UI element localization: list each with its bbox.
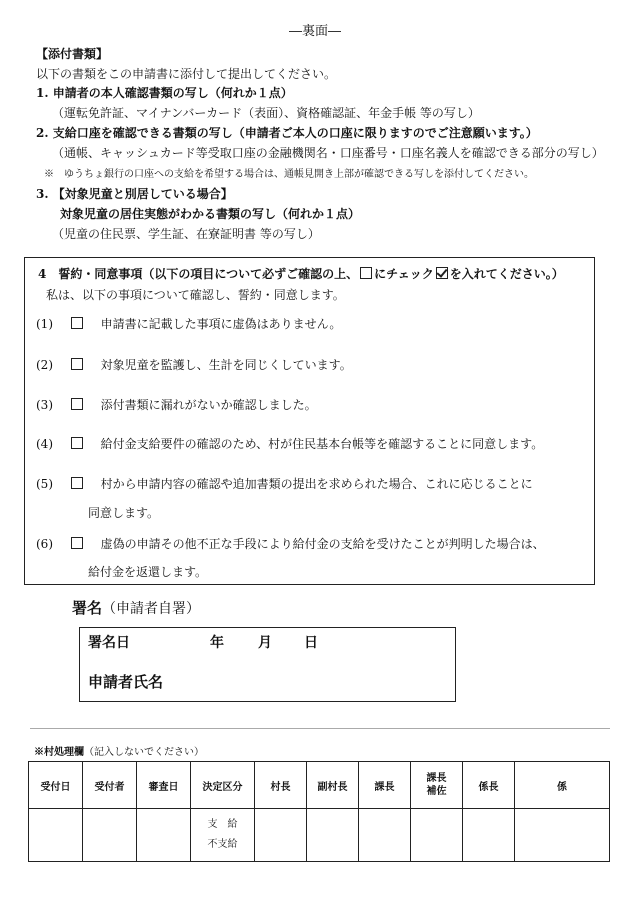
decision-pay: 支 給 [207,819,238,830]
office-header-cell: 受付日 [29,762,83,809]
signature-label: 署名 [72,599,103,617]
office-use-note: （記入しないでください） [84,747,204,758]
pledge-title [38,265,564,282]
signature-sub: （申請者自署） [102,601,201,617]
pledge-item-3 [36,396,317,413]
attachment-item-2-detail: （通帳、キャッシュカード等受取口座の金融機関名・口座番号・口座名義人を確認できる部分の写し） [52,146,604,160]
office-cell-decision[interactable] [191,809,255,862]
signature-heading [72,597,200,618]
office-table-body-row [29,809,610,862]
attachment-item-1-title: 1. 申請者の本人確認書類の写し（何れか１点） [36,86,293,100]
pledge-item-1 [36,315,341,332]
office-header-cell: 受付者 [83,762,137,809]
signature-month: 月 [258,635,272,651]
pledge-item-5-checkbox[interactable] [71,477,83,489]
office-cell-received-date[interactable] [29,809,83,862]
office-cell-review-date[interactable] [137,809,191,862]
office-header-cell: 課長 [359,762,411,809]
office-header-cell [411,762,463,809]
office-cell-staff[interactable] [515,809,610,862]
pledge-item-number: (5) [36,477,53,491]
office-header-cell: 決定区分 [191,762,255,809]
pledge-title-prefix: 4 誓約・同意事項（以下の項目について必ずご確認の上、 [38,267,359,281]
pledge-item-2 [36,356,352,373]
pledge-item-text: 対象児童を監護し、生計を同じくしています。 [100,358,352,372]
pledge-item-text: 申請書に記載した事項に虚偽はありません。 [100,317,342,331]
applicant-name-label: 申請者氏名 [88,673,164,691]
pledge-item-1-checkbox[interactable] [71,317,83,329]
office-cell-subsection-chief[interactable] [463,809,515,862]
office-use-label: ※村処理欄 [34,747,84,758]
pledge-item-5-continued: 同意します。 [88,506,160,520]
office-header-cell: 副村長 [307,762,359,809]
pledge-item-text: 添付書類に漏れがないか確認しました。 [100,398,317,412]
signature-date-label: 署名日 [88,635,130,651]
office-table-header-row [29,762,610,809]
decision-no-pay: 不支給 [207,839,238,850]
office-header-cell: 係 [515,762,610,809]
attachments-intro: 以下の書類をこの申請書に添付して提出してください。 [36,67,337,81]
pledge-item-text: 虚偽の申請その他不正な手段により給付金の支給を受けたことが判明した場合は、 [100,537,545,551]
pledge-item-4 [36,435,543,452]
pledge-item-number: (4) [36,437,53,451]
pledge-item-3-checkbox[interactable] [71,398,83,410]
attachment-item-2-title: 2. 支給口座を確認できる書類の写し（申請者ご本人の口座に限りますのでご注意願います。） [36,126,538,140]
page-title: ―裏面― [288,24,341,39]
pledge-item-number: (6) [36,537,53,551]
office-cell-deputy-mayor[interactable] [307,809,359,862]
checkbox-icon [360,267,372,279]
pledge-title-suffix: を入れてください。） [449,267,564,281]
checked-checkbox-icon [436,267,448,279]
attachment-item-1-detail: （運転免許証、マイナンバーカード（表面）、資格確認証、年金手帳 等の写し） [52,106,480,120]
office-header-cell: 審査日 [137,762,191,809]
pledge-item-6 [36,535,545,552]
pledge-intro: 私は、以下の事項について確認し、誓約・同意します。 [46,288,345,302]
pledge-item-number: (1) [36,317,53,331]
attachment-item-3-title: 3. 【対象児童と別居している場合】 [36,187,233,201]
signature-day: 日 [304,635,318,651]
attachment-item-3-sub: 対象児童の居住実態がわかる書類の写し（何れか１点） [60,207,361,221]
office-header-cell-text: 課長補佐 [426,773,447,797]
attachment-item-3-detail: （児童の住民票、学生証、在寮証明書 等の写し） [52,227,320,241]
pledge-item-5 [36,475,533,492]
attachments-heading: 【添付書類】 [36,47,109,61]
divider [30,728,610,729]
office-cell-mayor[interactable] [255,809,307,862]
pledge-item-text: 村から申請内容の確認や追加書類の提出を求められた場合、これに応じることに [100,477,533,491]
pledge-item-number: (3) [36,398,53,412]
office-header-cell: 係長 [463,762,515,809]
office-use-table [28,761,610,862]
office-use-heading [34,743,204,758]
pledge-item-4-checkbox[interactable] [71,437,83,449]
signature-year: 年 [210,635,224,651]
pledge-item-number: (2) [36,358,53,372]
pledge-item-6-continued: 給付金を返還します。 [88,565,208,579]
pledge-item-2-checkbox[interactable] [71,358,83,370]
office-cell-assistant-chief[interactable] [411,809,463,862]
pledge-item-6-checkbox[interactable] [71,537,83,549]
pledge-title-mid: にチェック [374,267,434,281]
pledge-item-text: 給付金支給要件の確認のため、村が住民基本台帳等を確認することに同意します。 [100,437,544,451]
attachment-item-2-note: ※ ゆうちょ銀行の口座への支給を希望する場合は、通帳見開き上部が確認できる写しを添付してください。 [44,169,534,180]
office-cell-receiver[interactable] [83,809,137,862]
office-header-cell: 村長 [255,762,307,809]
office-cell-section-chief[interactable] [359,809,411,862]
